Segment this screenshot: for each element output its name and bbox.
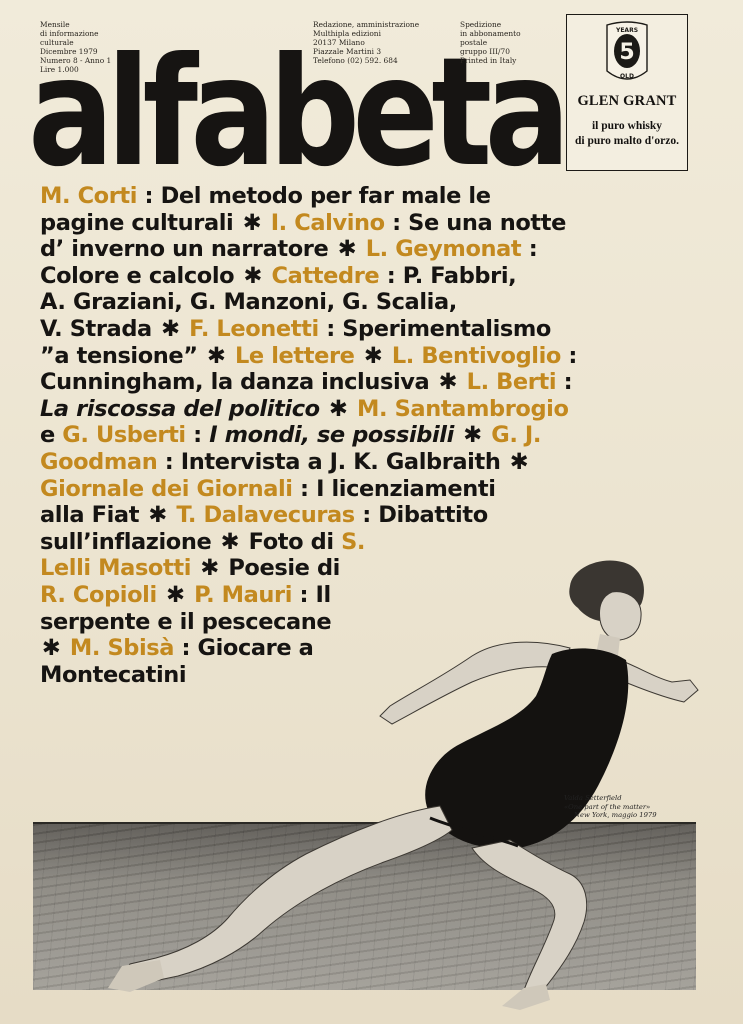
asterisk-icon: ✱ xyxy=(166,581,185,608)
headline-text: : Dibattito xyxy=(354,502,488,529)
author-name: M. Santambrogio xyxy=(349,395,569,422)
asterisk-icon: ✱ xyxy=(243,262,263,289)
headline-line xyxy=(40,609,665,636)
ad-brand: GLEN GRANT xyxy=(577,93,677,109)
author-name: P. Mauri xyxy=(186,581,293,608)
headline-text: : xyxy=(560,342,578,369)
headline-text: : xyxy=(521,236,538,263)
ad-slogan: il puro whisky di puro malto d'orzo. xyxy=(575,120,679,147)
headline-text: : Il xyxy=(292,581,331,608)
badge-bottom-text: OLD xyxy=(620,73,634,80)
age-badge-icon xyxy=(603,21,651,87)
headline-text: Colore e calcolo xyxy=(40,262,242,289)
asterisk-icon: ✱ xyxy=(207,342,226,369)
headline-text: ”a tensione” xyxy=(40,342,206,369)
author-name: T. Dalavecuras xyxy=(168,502,355,529)
headline-text: A. Graziani, G. Manzoni, G. Scalia, xyxy=(40,289,457,316)
headline-line xyxy=(40,396,665,423)
author-name: S. xyxy=(341,528,366,555)
headline-text: d’ inverno un narratore xyxy=(40,236,336,263)
author-name: M. Corti xyxy=(40,183,138,209)
headline-line xyxy=(40,582,665,609)
headline-text: : xyxy=(185,422,210,449)
headline-line xyxy=(40,183,665,210)
headline-text: Montecatini xyxy=(40,661,187,688)
headline-line xyxy=(40,635,665,662)
author-name: R. Copioli xyxy=(40,581,157,608)
author-name: Giornale dei Giornali xyxy=(40,475,293,502)
headline-text: alla Fiat xyxy=(40,502,147,529)
asterisk-icon: ✱ xyxy=(329,395,348,422)
headline-line xyxy=(40,369,665,396)
author-name: L. Bentivoglio xyxy=(384,342,561,369)
cover-headline xyxy=(40,183,665,688)
headline-text: : Intervista a J. K. Galbraith xyxy=(157,448,508,475)
headline-line xyxy=(40,236,665,263)
headline-text: Foto di xyxy=(241,528,342,555)
author-name: L. Berti xyxy=(459,369,557,396)
photo-caption: Valda Setterfield «One part of the matter» New York, maggio 1979 xyxy=(564,794,657,819)
asterisk-icon: ✱ xyxy=(148,502,167,529)
author-name: G. Usberti xyxy=(62,422,186,449)
headline-text: I mondi, se possibili xyxy=(209,422,462,449)
headline-line xyxy=(40,529,665,556)
headline-line xyxy=(40,502,665,529)
author-name: Le lettere xyxy=(227,342,355,369)
author-name: F. Leonetti xyxy=(181,315,319,342)
headline-text: : Se una notte xyxy=(384,209,566,236)
headline-text: e xyxy=(40,422,63,449)
badge-top-text: YEARS xyxy=(615,27,639,34)
shipping-info: Spedizione in abbonamento postale gruppo III/70 Printed in Italy xyxy=(460,20,521,65)
headline-text: : Giocare a xyxy=(174,635,314,662)
headline-text: : Sperimentalismo xyxy=(318,315,551,342)
headline-line xyxy=(40,476,665,503)
headline-text: : P. Fabbri, xyxy=(379,262,517,289)
headline-line xyxy=(40,555,665,582)
headline-text: : Del metodo per far male le xyxy=(137,183,491,209)
masthead-title: alfabeta xyxy=(28,26,563,180)
headline-line xyxy=(40,449,665,476)
headline-text xyxy=(157,582,164,608)
author-name: Lelli Masotti xyxy=(40,555,192,582)
headline-text xyxy=(191,555,198,581)
asterisk-icon: ✱ xyxy=(363,342,383,369)
asterisk-icon: ✱ xyxy=(509,448,529,475)
asterisk-icon: ✱ xyxy=(242,209,262,236)
author-name: I. Calvino xyxy=(263,209,385,236)
headline-line xyxy=(40,263,665,290)
headline-text: Cunningham, la danza inclusiva xyxy=(40,369,437,396)
badge-number: 5 xyxy=(619,40,635,65)
publication-info: Mensile di informazione culturale Dicembre 1979 Numero 8 - Anno 1 Lire 1.000 xyxy=(40,20,112,74)
author-name: Cattedre xyxy=(264,262,380,289)
asterisk-icon: ✱ xyxy=(337,236,357,263)
headline-text: Poesie di xyxy=(220,555,340,582)
author-name: M. Sbisà xyxy=(62,635,175,662)
headline-text xyxy=(355,343,362,369)
asterisk-icon: ✱ xyxy=(438,369,458,396)
author-name: Goodman xyxy=(40,448,158,475)
headline-text: V. Strada xyxy=(40,315,160,342)
asterisk-icon: ✱ xyxy=(200,555,219,582)
headline-text: : xyxy=(556,369,573,396)
author-name: L. Geymonat xyxy=(358,236,522,263)
headline-text: pagine culturali xyxy=(40,209,241,236)
asterisk-icon: ✱ xyxy=(463,422,482,449)
headline-text: sull’inflazione xyxy=(40,528,219,555)
author-name: G. J. xyxy=(483,422,542,449)
asterisk-icon: ✱ xyxy=(42,635,61,662)
headline-text: : I licenziamenti xyxy=(292,475,496,502)
asterisk-icon: ✱ xyxy=(220,528,240,555)
headline-line xyxy=(40,316,665,343)
glen-grant-ad xyxy=(566,14,688,171)
editorial-info: Redazione, amministrazione Multhipla edizioni 20137 Milano Piazzale Martini 3 Telefono (02) 592. 684 xyxy=(313,20,420,65)
headline-line xyxy=(40,210,665,237)
headline-line xyxy=(40,289,665,316)
headline-line xyxy=(40,662,665,689)
headline-line xyxy=(40,343,665,370)
headline-text: serpente e il pescecane xyxy=(40,608,332,635)
headline-line xyxy=(40,422,665,449)
headline-text: La riscossa del politico xyxy=(40,395,328,422)
asterisk-icon: ✱ xyxy=(161,315,180,342)
